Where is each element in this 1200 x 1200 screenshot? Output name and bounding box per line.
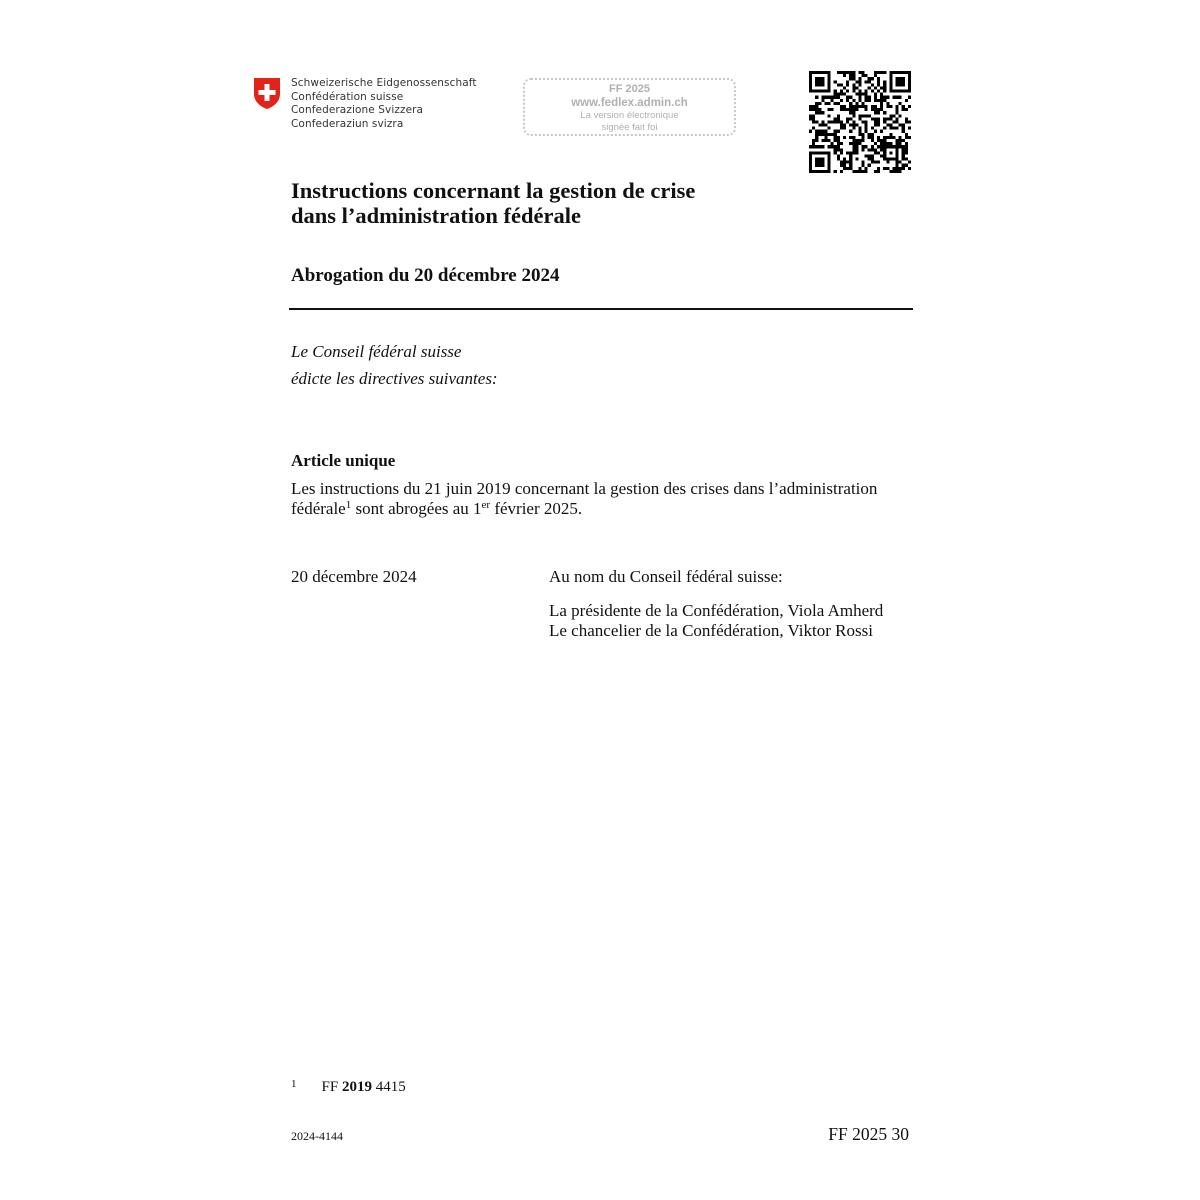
document-subtitle: Abrogation du 20 décembre 2024: [291, 265, 560, 286]
signature-block: [549, 567, 883, 641]
federation-name-de: Schweizerische Eidgenossenschaft: [291, 77, 477, 89]
preamble-line-1: Le Conseil fédéral suisse: [291, 342, 462, 361]
stamp-ff-year: FF 2025: [609, 83, 650, 95]
signature-intro: Au nom du Conseil fédéral suisse:: [549, 567, 783, 586]
stamp-url[interactable]: www.fedlex.admin.ch: [571, 97, 688, 109]
footnote: [291, 1079, 406, 1096]
footnote-page: 4415: [371, 1079, 406, 1095]
document-number: 2024-4144: [291, 1129, 343, 1143]
article-text-part-3: février 2025.: [490, 499, 583, 518]
stamp-note-1: La version électronique: [580, 110, 679, 121]
signature-chancellor: Le chancelier de la Confédération, Viktor Rossi: [549, 621, 873, 640]
article-text-part-2: sont abrogées au 1: [351, 499, 482, 518]
signature-date: 20 décembre 2024: [291, 567, 417, 586]
federation-name-rm: Confederaziun svizra: [291, 117, 404, 130]
article-heading: Article unique: [291, 451, 396, 470]
document-title: [291, 178, 911, 228]
title-line-1: Instructions concernant la gestion de crise: [291, 178, 696, 203]
ordinal-superscript: er: [481, 499, 491, 511]
preamble-line-2: édicte les directives suivantes:: [291, 369, 498, 388]
footnote-prefix: FF: [321, 1079, 342, 1095]
signature-president: La présidente de la Confédération, Viola Amherd: [549, 601, 884, 620]
federation-names: [291, 77, 477, 131]
title-line-2: dans l’administration fédérale: [291, 203, 581, 228]
federation-name-it: Confederazione Svizzera: [291, 104, 424, 116]
article-text-part-1: Les instructions du 21 juin 2019 concernant la gestion des crises dans l’administration fédérale: [291, 479, 878, 518]
header-divider: [289, 308, 913, 310]
footnote-number: 1: [291, 1078, 297, 1090]
preamble: [291, 338, 498, 392]
ff-reference: FF 2025 30: [828, 1124, 909, 1144]
footnote-year: 2019: [341, 1079, 372, 1095]
stamp-note-2: signée fait foi: [601, 121, 658, 133]
swiss-cross-shield-icon: [253, 77, 281, 110]
electronic-version-stamp: [523, 78, 736, 136]
article-text: [291, 479, 913, 519]
footnote-reference[interactable]: 1: [345, 499, 352, 511]
federation-name-fr: Confédération suisse: [291, 90, 404, 103]
qr-code-icon[interactable]: [809, 71, 911, 173]
